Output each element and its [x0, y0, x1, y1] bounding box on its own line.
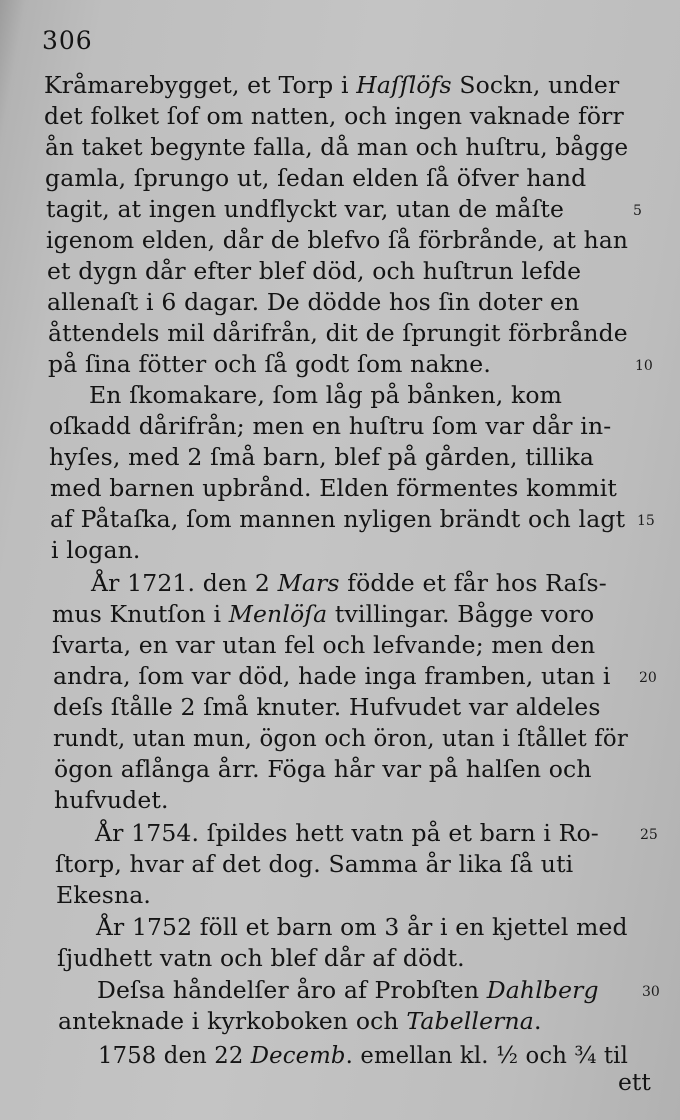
italic-text: Decemb	[250, 1041, 346, 1069]
text-line	[45, 163, 586, 193]
text-line	[47, 256, 581, 286]
text-line	[97, 975, 599, 1005]
line-text: et dygn dår efter blef död, och huſtrun lefde	[47, 257, 582, 285]
line-text: Deſsa håndelſer åro af Probſten	[97, 976, 487, 1004]
text-line	[47, 287, 579, 317]
line-text: tagit, at ingen undflyckt var, utan de måſte	[46, 195, 565, 223]
line-text: År 1754. ſpildes hett vatn på et barn i Ro-	[95, 819, 599, 847]
line-text: 1758 den 22	[98, 1041, 251, 1069]
line-text: mus Knutſon i	[52, 600, 229, 628]
italic-text: Dahlberg	[486, 976, 599, 1004]
line-text: på ſina fötter och ſå godt ſom nakne.	[48, 350, 491, 378]
text-line	[95, 818, 599, 848]
text-line	[51, 535, 141, 565]
line-text: igenom elden, dår de blefvo ſå förbrånde, at han	[46, 226, 629, 254]
text-line	[53, 661, 611, 691]
line-text: af Påtaſka, ſom mannen nyligen brändt och lagt	[50, 505, 626, 533]
text-line	[46, 225, 628, 255]
line-text: åttendels mil dårifrån, dit de ſprungit förbrånde	[48, 319, 628, 347]
text-line	[44, 70, 619, 100]
italic-text: Mars	[277, 569, 340, 597]
text-line	[48, 318, 628, 348]
line-text: med barnen upbrånd. Elden förmentes kommit	[50, 474, 617, 502]
text-line	[96, 912, 628, 942]
line-text: Ekesna.	[56, 881, 152, 909]
line-text: rundt, utan mun, ögon och öron, utan i ſtållet för	[53, 724, 628, 752]
line-text: födde et får hos Raſs-	[339, 569, 607, 597]
text-line	[55, 849, 573, 879]
line-text: deſs ſtålle 2 ſmå knuter. Hufvudet var aldeles	[53, 693, 601, 721]
text-line	[54, 785, 169, 815]
italic-text: Haſſlöfs	[356, 71, 452, 99]
text-line	[98, 1040, 628, 1070]
text-line	[54, 754, 592, 784]
text-line	[56, 880, 151, 910]
text-line	[89, 380, 562, 410]
margin-line-number: 20	[639, 670, 657, 686]
text-line	[49, 411, 611, 441]
margin-line-number: 10	[635, 358, 653, 374]
line-text: ögon aflånga årr. Föga hår var på halſen och	[54, 755, 592, 783]
text-line	[53, 692, 601, 722]
line-text: ſjudhett vatn och blef dår af dödt.	[57, 944, 465, 972]
line-text: År 1752 föll et barn om 3 år i en kjettel med	[96, 913, 628, 941]
italic-text: Menlöſa	[228, 600, 328, 628]
line-text: andra, ſom var död, hade inga framben, utan i	[53, 662, 611, 690]
italic-text: Tabellerna	[406, 1007, 534, 1035]
text-line	[52, 630, 595, 660]
line-text: det folket ſof om natten, och ingen vaknade förr	[44, 102, 624, 130]
line-text: i logan.	[51, 536, 141, 564]
line-text: tvillingar. Bågge voro	[327, 600, 595, 628]
page-number: 306	[42, 26, 93, 55]
text-line	[49, 442, 594, 472]
line-text: År 1721. den 2	[91, 569, 278, 597]
line-text: En ſkomakare, ſom låg på bånken, kom	[89, 381, 563, 409]
line-text: ſvarta, en var utan fel och lefvande; men den	[52, 631, 596, 659]
line-text: oſkadd dårifrån; men en huſtru ſom var dår in-	[49, 412, 612, 440]
line-text: ån taket begynte falla, då man och huſtru, bågge	[45, 133, 629, 161]
line-text: allenaſt i 6 dagar. De dödde hos ſin doter en	[47, 288, 580, 316]
line-text: ſtorp, hvar af det dog. Samma år lika ſå uti	[55, 850, 574, 878]
text-line	[50, 504, 625, 534]
line-text: Kråmarebygget, et Torp i	[44, 71, 357, 99]
margin-line-number: 25	[640, 827, 658, 843]
text-line	[48, 349, 491, 379]
text-line	[44, 101, 624, 131]
line-text: hufvudet.	[54, 786, 169, 814]
margin-line-number: 30	[642, 984, 660, 1000]
text-line	[58, 1006, 542, 1036]
line-text: gamla, ſprungo ut, ſedan elden ſå öfver hand	[45, 164, 587, 192]
margin-line-number: 5	[633, 203, 642, 219]
continuation-word: ett	[618, 1068, 651, 1096]
line-text: . emellan kl. ½ och ¾ til	[345, 1041, 628, 1069]
text-line	[52, 599, 594, 629]
text-line	[53, 723, 628, 753]
text-line	[46, 194, 564, 224]
line-text: .	[533, 1007, 542, 1035]
margin-line-number: 15	[637, 513, 655, 529]
line-text: hyſes, med 2 ſmå barn, blef på gården, tillika	[49, 443, 595, 471]
text-line	[50, 473, 617, 503]
text-line	[45, 132, 628, 162]
text-line	[91, 568, 607, 598]
line-text: Sockn, under	[451, 71, 620, 99]
line-text: anteknade i kyrkoboken och	[58, 1007, 407, 1035]
text-line	[57, 943, 465, 973]
